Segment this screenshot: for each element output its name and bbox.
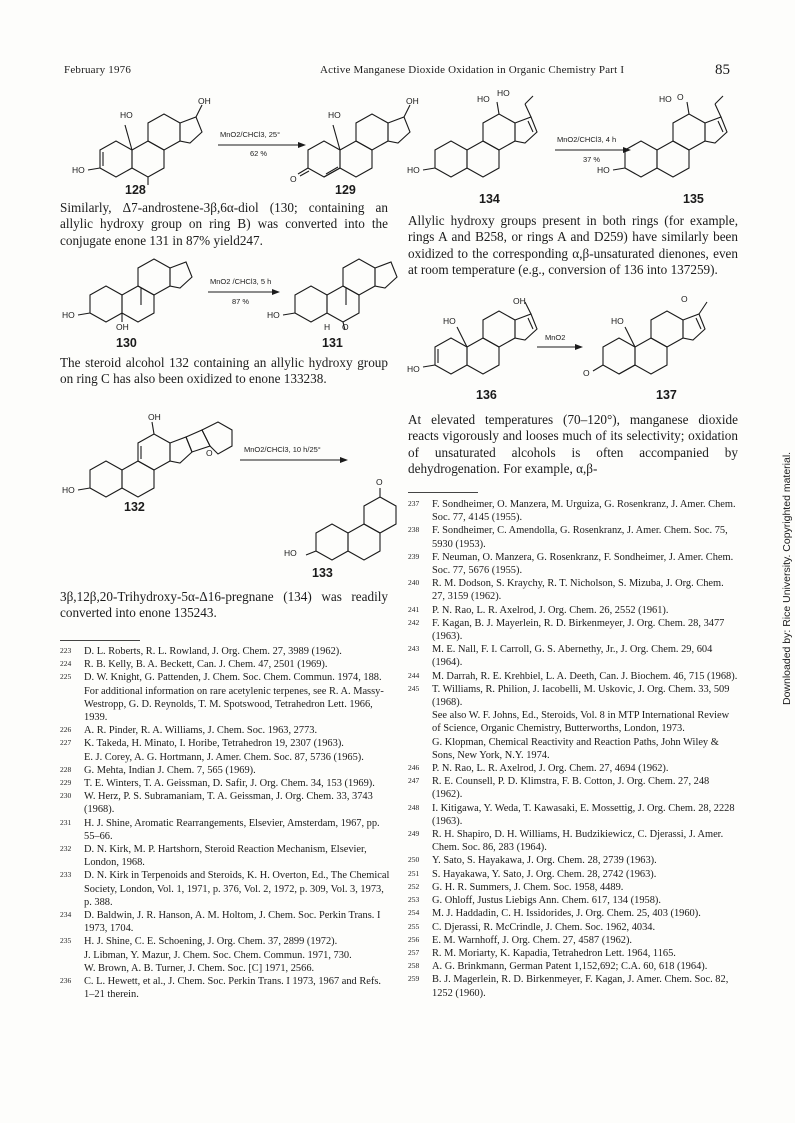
compound-label: 129 bbox=[335, 183, 356, 197]
reference-item bbox=[60, 975, 390, 1001]
atom-o: O bbox=[583, 368, 590, 378]
reference-item bbox=[408, 683, 738, 709]
reference-item bbox=[408, 762, 738, 775]
yield-label: 37 % bbox=[583, 155, 601, 164]
scheme-132-133 bbox=[60, 410, 390, 585]
reference-item bbox=[60, 949, 390, 962]
reference-number: 254 bbox=[408, 908, 420, 918]
reference-text: G. Klopman, Chemical Reactivity and Reaction Paths, John Wiley & Sons, New York, N.Y. 1974. bbox=[432, 736, 719, 761]
reference-number: 223 bbox=[60, 646, 72, 655]
reference-text: F. Neuman, O. Manzera, G. Rosenkranz, F. Sondheimer, J. Amer. Chem. Soc. 77, 5676 (1955). bbox=[432, 551, 734, 577]
reference-text: D. L. Roberts, R. L. Rowland, J. Org. Chem. 27, 3989 (1962). bbox=[84, 646, 342, 657]
reference-number: 225 bbox=[60, 672, 72, 682]
reference-item bbox=[60, 817, 390, 843]
reference-item bbox=[408, 907, 738, 920]
reference-item bbox=[60, 790, 390, 816]
references-left bbox=[60, 645, 390, 1001]
reference-number bbox=[408, 709, 432, 735]
atom-ho: HO bbox=[267, 310, 280, 320]
reference-item bbox=[408, 960, 738, 973]
reference-text: D. N. Kirk, M. P. Hartshorn, Steroid Reaction Mechanism, Elsevier, London, 1968. bbox=[84, 844, 367, 869]
reference-number: 238 bbox=[408, 525, 420, 535]
atom-oh: OH bbox=[513, 296, 526, 306]
steroid-131 bbox=[283, 259, 397, 330]
reference-number: 243 bbox=[408, 644, 420, 654]
reference-text: H. J. Shine, C. E. Schoening, J. Org. Chem. 37, 2899 (1972). bbox=[84, 936, 338, 948]
reference-text: A. G. Brinkmann, German Patent 1,152,692; C.A. 60, 618 (1964). bbox=[432, 961, 708, 973]
compound-label: 131 bbox=[322, 336, 343, 350]
atom-ho: HO bbox=[597, 165, 610, 175]
reference-text: P. N. Rao, L. R. Axelrod, J. Org. Chem. 27, 4694 (1962). bbox=[432, 763, 669, 775]
reference-number: 257 bbox=[408, 947, 420, 957]
reference-text: R. H. Shapiro, D. H. Williams, H. Budzikiewicz, C. Djerassi, J. Amer. Chem. Soc. 86, 283 (1964). bbox=[432, 829, 724, 854]
atom-o: O bbox=[206, 448, 213, 458]
reference-number: 241 bbox=[408, 604, 420, 614]
atom-oh: OH bbox=[198, 96, 211, 106]
reference-text: R. B. Kelly, B. A. Beckett, Can. J. Chem. 47, 2501 (1969). bbox=[84, 659, 328, 671]
reference-text: T. Williams, R. Philion, J. Iacobelli, M. Uskovic, J. Org. Chem. 33, 509 (1968). bbox=[432, 683, 730, 709]
reference-item bbox=[408, 828, 738, 854]
references-right bbox=[408, 498, 738, 1000]
reference-item bbox=[408, 736, 738, 762]
reference-number: 250 bbox=[408, 855, 420, 865]
reference-number: 246 bbox=[408, 763, 420, 773]
reference-number: 234 bbox=[60, 910, 72, 920]
reference-item bbox=[408, 894, 738, 907]
reference-text: M. Darrah, R. E. Krehbiel, L. A. Deeth, Can. J. Biochem. 46, 715 (1968). bbox=[432, 670, 738, 682]
reference-text: W. Herz, P. S. Subramaniam, T. A. Geissman, J. Org. Chem. 33, 3743 (1968). bbox=[84, 791, 373, 816]
reference-number: 244 bbox=[408, 670, 420, 680]
reference-text: H. J. Shine, Aromatic Rearrangements, Elsevier, Amsterdam, 1967, pp. 55–66. bbox=[84, 817, 380, 842]
reference-text: M. E. Nall, F. I. Carroll, G. S. Abernethy, Jr., J. Org. Chem. 29, 604 (1964). bbox=[432, 644, 713, 669]
reference-number: 228 bbox=[60, 764, 72, 774]
reference-number: 255 bbox=[408, 921, 420, 931]
reference-text: G. H. R. Summers, J. Chem. Soc. 1958, 4489. bbox=[432, 881, 624, 893]
reference-item bbox=[60, 869, 390, 909]
reference-number: 229 bbox=[60, 778, 72, 788]
steroid-128 bbox=[88, 105, 202, 185]
footnote-rule bbox=[408, 492, 478, 493]
reference-number: 231 bbox=[60, 817, 72, 827]
reference-item bbox=[408, 577, 738, 603]
reference-text: C. L. Hewett, et al., J. Chem. Soc. Perkin Trans. I 1973, 1967 and Refs. 1–21 therein. bbox=[84, 976, 381, 1001]
paragraph-130: Similarly, Δ7-androstene-3β,6α-diol (130; containing an allylic hydroxy group on ring B) was converted into the conjugate enone 131 in 87% yield247. bbox=[60, 200, 388, 248]
atom-oh: OH bbox=[116, 322, 129, 332]
reference-item bbox=[408, 881, 738, 894]
reference-item bbox=[408, 973, 738, 999]
reference-text: For additional information on rare acetylenic terpenes, see R. A. Massy-Westropp, G. D. Reynolds, T. M. Spotswood, Tetrahedron Lett. 1966, 1939. bbox=[84, 685, 384, 724]
reference-item bbox=[408, 524, 738, 550]
atom-ho: HO bbox=[62, 485, 75, 495]
reference-number: 259 bbox=[408, 974, 420, 984]
steroid-133 bbox=[306, 488, 396, 560]
reference-text: D. Baldwin, J. R. Hanson, A. M. Holtom, J. Chem. Soc. Perkin Trans. I 1973, 1704. bbox=[84, 910, 381, 935]
compound-label: 137 bbox=[656, 388, 677, 402]
arrow-head bbox=[340, 457, 348, 463]
reference-item bbox=[408, 498, 738, 524]
reference-text: E. J. Corey, A. G. Hortmann, J. Amer. Chem. Soc. 87, 5736 (1965). bbox=[84, 751, 364, 763]
compound-label: 128 bbox=[125, 183, 146, 197]
reference-item bbox=[60, 909, 390, 935]
reference-number: 253 bbox=[408, 895, 420, 905]
running-title: Active Manganese Dioxide Oxidation in Organic Chemistry Part I bbox=[320, 64, 625, 76]
reference-number: 242 bbox=[408, 617, 420, 627]
reference-number: 232 bbox=[60, 844, 72, 854]
reference-number: 249 bbox=[408, 829, 420, 839]
reagent-label: MnO2/CHCl3, 10 h/25° bbox=[244, 445, 321, 454]
compound-label: 136 bbox=[476, 388, 497, 402]
reference-text: D. W. Knight, G. Pattenden, J. Chem. Soc. Chem. Commun. 1974, 188. bbox=[84, 672, 382, 684]
reference-item bbox=[60, 843, 390, 869]
reference-text: G. Ohloff, Justus Liebigs Ann. Chem. 617, 134 (1958). bbox=[432, 895, 661, 907]
steroid-137 bbox=[593, 302, 707, 374]
reference-text: P. N. Rao, L. R. Axelrod, J. Org. Chem. 26, 2552 (1961). bbox=[432, 604, 669, 616]
reference-item bbox=[60, 764, 390, 777]
reference-number: 245 bbox=[408, 683, 420, 693]
reference-item bbox=[60, 935, 390, 948]
steroid-136 bbox=[423, 302, 537, 374]
reference-number: 256 bbox=[408, 934, 420, 944]
header-date: February 1976 bbox=[64, 64, 132, 76]
atom-ho: HO bbox=[120, 110, 133, 120]
atom-o: O bbox=[681, 294, 688, 304]
atom-o: O bbox=[290, 174, 297, 184]
reference-item bbox=[408, 921, 738, 934]
steroid-134 bbox=[423, 96, 537, 177]
paragraph-134: 3β,12β,20-Trihydroxy-5α-Δ16-pregnane (134) was readily converted into enone 135243. bbox=[60, 589, 388, 621]
reference-number bbox=[408, 736, 432, 762]
reference-number: 236 bbox=[60, 976, 72, 986]
compound-label: 132 bbox=[124, 500, 145, 514]
steroid-135 bbox=[613, 96, 727, 177]
reference-item bbox=[408, 670, 738, 683]
reference-number: 226 bbox=[60, 725, 72, 735]
reference-item bbox=[60, 962, 390, 975]
atom-h: H bbox=[324, 322, 331, 332]
arrow-head bbox=[272, 289, 280, 295]
atom-ho: HO bbox=[477, 94, 490, 104]
reference-number: 227 bbox=[60, 738, 72, 748]
download-watermark: Downloaded by: Rice University. Copyrighted material. bbox=[781, 451, 793, 705]
reference-number: 230 bbox=[60, 791, 72, 801]
reference-text: R. M. Dodson, S. Kraychy, R. T. Nicholson, S. Mizuba, J. Org. Chem. 27, 3159 (1962). bbox=[432, 578, 724, 603]
atom-ho: HO bbox=[328, 110, 341, 120]
yield-label: 87 % bbox=[232, 297, 250, 306]
reagent-label: MnO2/CHCl3, 4 h bbox=[557, 135, 617, 144]
paragraph-136: Allylic hydroxy groups present in both rings (for example, rings A and B258, or rings A and D259) have similarly been oxidized to the corresponding α,β-unsaturated dienones, even at room temperature (e.g., conversion of 136 into 137259). bbox=[408, 213, 738, 278]
reference-text: T. E. Winters, T. A. Geissman, D. Safir, J. Org. Chem. 34, 153 (1969). bbox=[84, 778, 375, 790]
atom-ho: HO bbox=[284, 548, 297, 558]
reference-text: G. Mehta, Indian J. Chem. 7, 565 (1969). bbox=[84, 764, 256, 776]
reference-text: C. Djerassi, R. McCrindle, J. Chem. Soc. 1962, 4034. bbox=[432, 921, 656, 933]
scheme-134-135 bbox=[405, 90, 735, 200]
paragraph-132: The steroid alcohol 132 containing an allylic hydroxy group on ring C has also been oxidized to enone 133238. bbox=[60, 355, 388, 387]
reference-number: 233 bbox=[60, 870, 72, 880]
reference-text: W. Brown, A. B. Turner, J. Chem. Soc. [C] 1971, 2566. bbox=[84, 962, 315, 974]
reference-item bbox=[408, 854, 738, 867]
reference-item bbox=[60, 777, 390, 790]
atom-o: O bbox=[342, 322, 349, 332]
reference-number: 248 bbox=[408, 802, 420, 812]
compound-label: 135 bbox=[683, 192, 704, 206]
reference-item bbox=[408, 643, 738, 669]
reference-number: 235 bbox=[60, 936, 72, 946]
reagent-label: MnO2 /CHCl3, 5 h bbox=[210, 277, 272, 286]
reference-item bbox=[60, 658, 390, 671]
reference-item bbox=[408, 947, 738, 960]
reference-text: F. Kagan, B. J. Mayerlein, R. D. Birkenmeyer, J. Org. Chem. 28, 3477 (1963). bbox=[432, 617, 725, 643]
atom-oh: OH bbox=[148, 412, 161, 422]
reference-item bbox=[408, 934, 738, 947]
reference-text: R. E. Counsell, P. D. Klimstra, F. B. Cotton, J. Org. Chem. 27, 248 (1962). bbox=[432, 776, 710, 801]
reference-number: 240 bbox=[408, 578, 420, 588]
atom-oh: OH bbox=[406, 96, 419, 106]
reference-item bbox=[60, 685, 390, 725]
reference-number: 247 bbox=[408, 776, 420, 786]
reference-number: 258 bbox=[408, 961, 420, 971]
reference-number: 239 bbox=[408, 551, 420, 561]
steroid-130 bbox=[78, 259, 192, 322]
atom-ho: HO bbox=[497, 88, 510, 98]
reference-text: M. J. Haddadin, C. H. Issidorides, J. Org. Chem. 25, 403 (1960). bbox=[432, 908, 701, 920]
atom-ho: HO bbox=[407, 165, 420, 175]
reference-text: I. Kitigawa, Y. Weda, T. Kawasaki, E. Mossettig, J. Org. Chem. 28, 2228 (1963). bbox=[432, 802, 735, 827]
reference-item bbox=[408, 551, 738, 577]
atom-ho: HO bbox=[407, 364, 420, 374]
reference-item bbox=[408, 709, 738, 735]
reference-item bbox=[408, 604, 738, 617]
reference-number: 251 bbox=[408, 868, 420, 878]
atom-ho: HO bbox=[62, 310, 75, 320]
reference-text: S. Hayakawa, Y. Sato, J. Org. Chem. 28, 2742 (1963). bbox=[432, 868, 657, 880]
steroid-129 bbox=[298, 105, 410, 177]
atom-ho: HO bbox=[72, 165, 85, 175]
reference-number: 224 bbox=[60, 659, 72, 669]
reference-text: B. J. Magerlein, R. D. Birkenmeyer, F. Kagan, J. Amer. Chem. Soc. 82, 1252 (1960). bbox=[432, 974, 729, 999]
scheme-136-137 bbox=[405, 292, 735, 382]
atom-ho: HO bbox=[611, 316, 624, 326]
reference-number bbox=[60, 685, 84, 725]
reference-item bbox=[408, 617, 738, 643]
atom-o: O bbox=[376, 477, 383, 487]
reference-number: 252 bbox=[408, 881, 420, 891]
reference-number: 237 bbox=[408, 499, 420, 508]
steroid-132 bbox=[78, 422, 232, 497]
reference-item bbox=[60, 751, 390, 764]
atom-o: O bbox=[677, 92, 684, 102]
page-number: 85 bbox=[715, 62, 730, 78]
compound-label: 130 bbox=[116, 336, 137, 350]
reference-text: E. M. Warnhoff, J. Org. Chem. 27, 4587 (1962). bbox=[432, 934, 633, 946]
reference-text: See also W. F. Johns, Ed., Steroids, Vol. 8 in MTP International Review of Science, Organic Chemistry, Butterworths, London, 1973. bbox=[432, 710, 730, 735]
reference-item bbox=[408, 775, 738, 801]
reference-text: Y. Sato, S. Hayakawa, J. Org. Chem. 28, 2739 (1963). bbox=[432, 855, 657, 867]
reference-text: J. Libman, Y. Mazur, J. Chem. Soc. Chem. Commun. 1971, 730. bbox=[84, 949, 352, 961]
reference-text: A. R. Pinder, R. A. Williams, J. Chem. Soc. 1963, 2773. bbox=[84, 725, 318, 737]
reference-item bbox=[60, 645, 390, 658]
reference-number bbox=[60, 751, 84, 764]
atom-ho: HO bbox=[443, 316, 456, 326]
atom-ho: HO bbox=[659, 94, 672, 104]
footnote-rule bbox=[60, 640, 140, 641]
reference-item bbox=[60, 671, 390, 684]
scheme-130-131 bbox=[60, 250, 390, 330]
reference-text: F. Sondheimer, O. Manzera, M. Urguiza, G. Rosenkranz, J. Amer. Chem. Soc. 77, 4145 (1955). bbox=[432, 499, 736, 524]
arrow-head bbox=[298, 142, 306, 148]
reference-item bbox=[408, 868, 738, 881]
reference-number bbox=[60, 962, 84, 975]
reference-text: R. M. Moriarty, K. Kapadia, Tetrahedron Lett. 1964, 1165. bbox=[432, 947, 676, 959]
reference-item bbox=[60, 737, 390, 750]
paragraph-elevated-temp: At elevated temperatures (70–120°), manganese dioxide reacts vigorously and looses much of its selectivity; oxidation of unsaturated alcohols is often accompanied by dehydrogenation. For example, α,β- bbox=[408, 412, 738, 477]
reference-text: F. Sondheimer, C. Amendolla, G. Rosenkranz, J. Amer. Chem. Soc. 75, 5930 (1953). bbox=[432, 525, 728, 550]
compound-label: 133 bbox=[312, 566, 333, 580]
yield-label: 62 % bbox=[250, 149, 268, 158]
reference-item bbox=[60, 724, 390, 737]
reference-text: K. Takeda, H. Minato, I. Horibe, Tetrahedron 19, 2307 (1963). bbox=[84, 738, 344, 750]
arrow-head bbox=[575, 344, 583, 350]
reference-number bbox=[60, 949, 84, 962]
reagent-label: MnO2/CHCl3, 25° bbox=[220, 130, 281, 139]
compound-label: 134 bbox=[479, 192, 500, 206]
reagent-label: MnO2 bbox=[545, 333, 566, 342]
reference-item bbox=[408, 802, 738, 828]
reference-text: D. N. Kirk in Terpenoids and Steroids, K. H. Overton, Ed., The Chemical Society, London, Vol. 1, 1971, p. 376, Vol. 2, 1972, p. 309, Vol. 3, 1973, p. 388. bbox=[84, 870, 390, 908]
